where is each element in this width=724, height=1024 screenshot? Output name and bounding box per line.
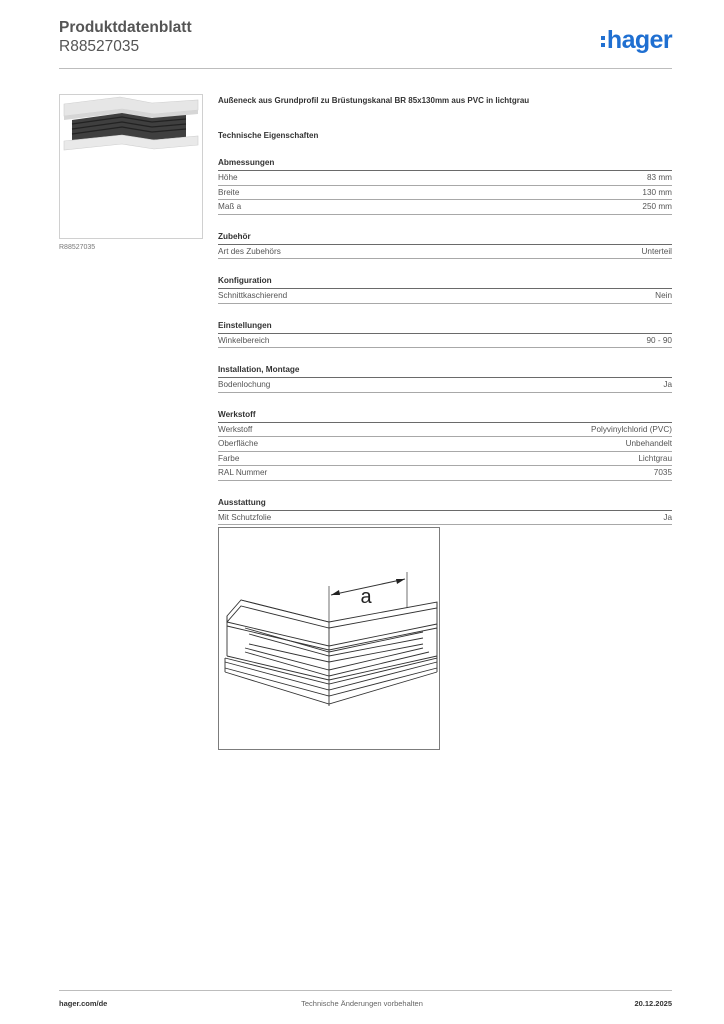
section-abmessungen (218, 158, 672, 215)
document-header (59, 18, 192, 56)
spec-label: Bodenlochung (218, 380, 271, 389)
spec-row (218, 511, 672, 526)
section-zubehoer (218, 232, 672, 260)
section-title: Installation, Montage (218, 365, 672, 378)
spec-label: Mit Schutzfolie (218, 512, 272, 522)
spec-value: Ja (663, 512, 672, 522)
spec-label: Maß a (218, 202, 242, 211)
spec-label: Schnittkaschierend (218, 291, 288, 300)
spec-value: Nein (655, 291, 672, 300)
product-photo-icon (60, 95, 202, 238)
spec-value: Lichtgrau (638, 453, 672, 463)
spec-label: Höhe (218, 173, 238, 182)
technical-properties-heading: Technische Eigenschaften (218, 131, 319, 140)
spec-value: Unterteil (641, 246, 672, 256)
product-description: Außeneck aus Grundprofil zu Brüstungskanal BR 85x130mm aus PVC in lichtgrau (218, 96, 530, 105)
spec-label: Art des Zubehörs (218, 246, 281, 256)
header-divider (59, 68, 672, 69)
dimension-label: a (360, 586, 372, 608)
hager-logo (601, 25, 672, 55)
spec-value: 130 mm (642, 187, 672, 197)
footer-date: 20.12.2025 (634, 999, 672, 1008)
image-caption: R88527035 (59, 244, 96, 251)
section-ausstattung (218, 498, 672, 526)
logo-dots-icon (601, 36, 605, 47)
section-title: Ausstattung (218, 498, 672, 511)
spec-label: Winkelbereich (218, 335, 270, 345)
spec-value: Polyvinylchlorid (PVC) (591, 424, 672, 434)
spec-row (218, 186, 672, 201)
section-title: Einstellungen (218, 321, 672, 334)
spec-row (218, 378, 672, 393)
spec-label: Oberfläche (218, 439, 259, 448)
spec-label: RAL Nummer (218, 468, 268, 477)
section-title: Abmessungen (218, 158, 672, 171)
logo-text: hager (606, 26, 672, 54)
document-title: Produktdatenblatt (59, 19, 192, 36)
spec-label: Farbe (218, 453, 240, 463)
spec-row (218, 245, 672, 260)
spec-row (218, 334, 672, 349)
product-image (59, 94, 203, 239)
spec-row (218, 423, 672, 438)
section-installation-montage (218, 365, 672, 393)
footer-divider (59, 990, 672, 991)
spec-row (218, 200, 672, 215)
footer-website: hager.com/de (59, 999, 108, 1008)
spec-row (218, 452, 672, 467)
spec-row (218, 171, 672, 186)
spec-value: 250 mm (642, 202, 672, 211)
spec-label: Werkstoff (218, 424, 253, 434)
spec-value: 83 mm (646, 173, 672, 182)
section-title: Werkstoff (218, 410, 672, 423)
footer-disclaimer: Technische Änderungen vorbehalten (301, 999, 423, 1008)
spec-row (218, 466, 672, 481)
section-einstellungen (218, 321, 672, 349)
spec-value: Unbehandelt (625, 439, 672, 448)
product-number: R88527035 (59, 38, 140, 55)
spec-row (218, 289, 672, 304)
section-werkstoff (218, 410, 672, 481)
spec-label: Breite (218, 187, 240, 197)
spec-value: Ja (663, 380, 672, 389)
spec-row (218, 437, 672, 452)
section-title: Zubehör (218, 232, 672, 245)
section-title: Konfiguration (218, 276, 672, 289)
spec-value: 90 - 90 (646, 335, 672, 345)
spec-value: 7035 (653, 468, 672, 477)
technical-drawing (218, 527, 440, 750)
main-content (218, 96, 672, 556)
section-konfiguration (218, 276, 672, 304)
corner-drawing-icon (219, 528, 439, 749)
